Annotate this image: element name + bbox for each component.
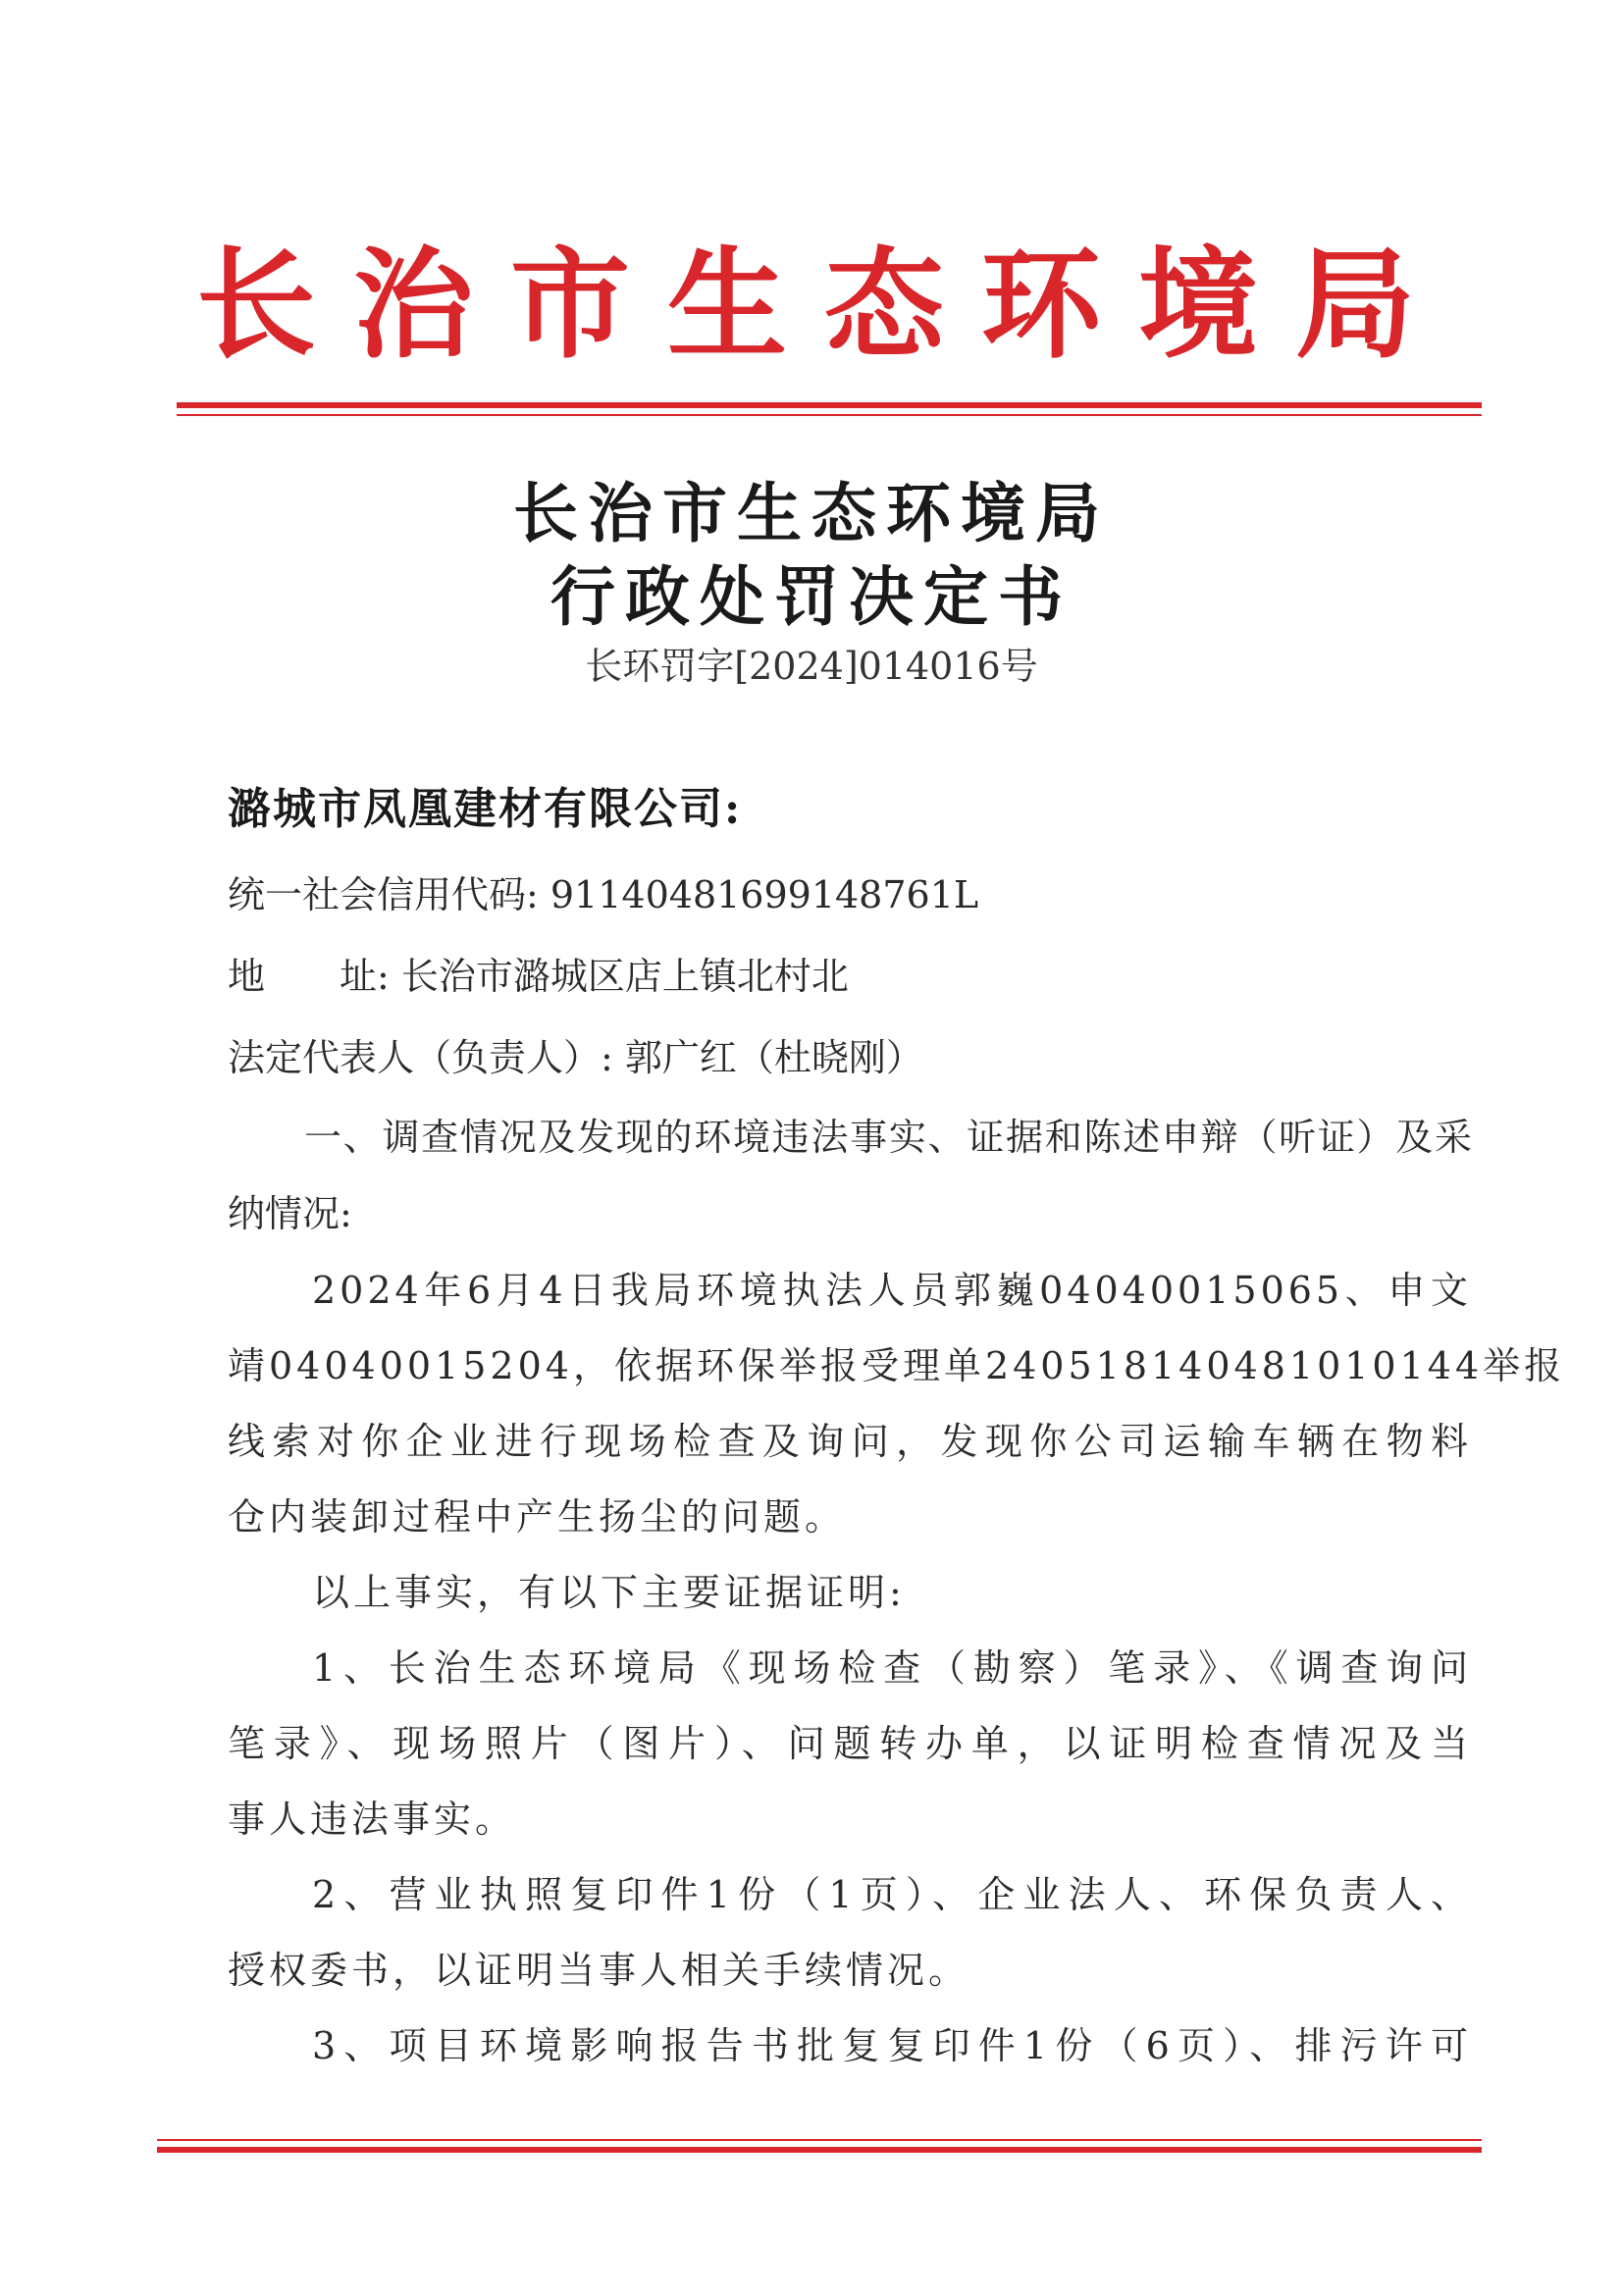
evidence2-line2: 授权委书，以证明当事人相关手续情况。 [228, 1949, 970, 1992]
recipient-name: 潞城市凤凰建材有限公司: [228, 784, 743, 834]
document-number: 长环罚字[2024]014016号 [585, 645, 1038, 688]
section1-heading-line1: 一、调查情况及发现的环境违法事实、证据和陈述申辩（听证）及采 [304, 1116, 1472, 1159]
evidence-intro: 以上事实，有以下主要证据证明: [312, 1571, 906, 1614]
evidence3-line1: 3、项目环境影响报告书批复复印件1份（6页）、排污许可 [312, 2024, 1472, 2067]
letterhead-rule-thick [177, 402, 1482, 408]
letterhead-organization: 长治市生态环境局 [196, 234, 1452, 375]
recipient-legal-representative: 法定代表人（负责人）: 郭广红（杜晓刚） [228, 1036, 923, 1079]
evidence1-line1: 1、长治生态环境局《现场检查（勘察）笔录》、《调查询问 [312, 1646, 1472, 1690]
evidence1-line2: 笔录》、现场照片（图片）、问题转办单，以证明检查情况及当 [228, 1722, 1472, 1765]
paragraph1-line4: 仓内装卸过程中产生扬尘的问题。 [228, 1495, 847, 1539]
paragraph1-line1: 2024年6月4日我局环境执法人员郭巍04040015065、申文 [312, 1269, 1472, 1312]
section1-heading-line2: 纳情况: [228, 1192, 352, 1235]
evidence1-line3: 事人违法事实。 [228, 1798, 517, 1841]
paragraph1-line2: 靖04040015204，依据环保举报受理单240518140481010144举报 [228, 1344, 1566, 1387]
recipient-address: 地 址: 长治市潞城区店上镇北村北 [228, 955, 849, 998]
letterhead-rule-thin [177, 414, 1482, 416]
paragraph1-line3: 线索对你企业进行现场检查及询问，发现你公司运输车辆在物料 [228, 1420, 1472, 1463]
recipient-credit-code: 统一社会信用代码: 91140481699148761L [228, 873, 979, 916]
document-title-line2: 行政处罚决定书 [550, 558, 1073, 635]
document-title-line1: 长治市生态环境局 [513, 475, 1110, 551]
evidence2-line1: 2、营业执照复印件1份（1页）、企业法人、环保负责人、 [312, 1873, 1472, 1916]
footer-rule-thin [157, 2139, 1482, 2141]
footer-rule-thick [157, 2147, 1482, 2153]
